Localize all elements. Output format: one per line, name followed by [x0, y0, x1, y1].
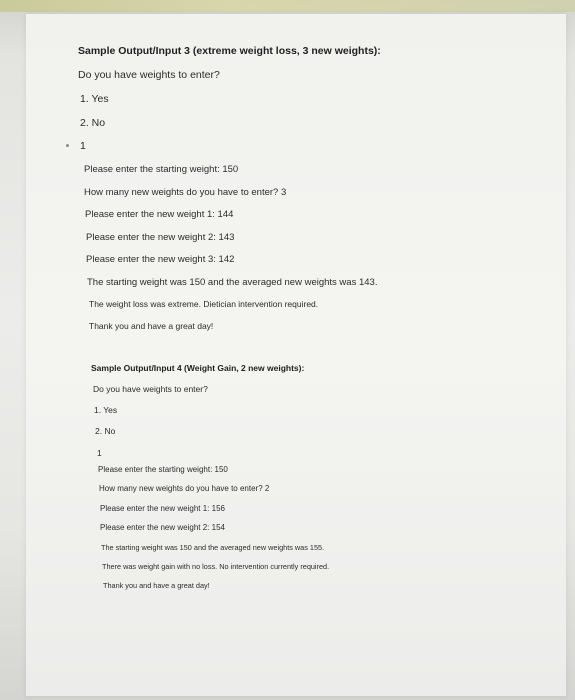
section1-prompt: Do you have weights to enter? [78, 69, 220, 81]
section2-new-weight-1: Please enter the new weight 1: 156 [100, 504, 225, 513]
top-edge-strip [0, 0, 575, 12]
section1-option-no: 2. No [80, 117, 106, 129]
margin-dot [66, 144, 69, 147]
section2-closing: Thank you and have a great day! [103, 581, 210, 590]
section2-answer: 1 [97, 448, 102, 458]
section1-starting-weight: Please enter the starting weight: 150 [84, 164, 239, 175]
section1-heading: Sample Output/Input 3 (extreme weight loss, 3 new weights): [78, 45, 381, 57]
section2-how-many: How many new weights do you have to enter? 2 [99, 484, 270, 493]
section1-new-weight-3: Please enter the new weight 3: 142 [86, 254, 235, 265]
section1-closing: Thank you and have a great day! [89, 321, 214, 331]
section2-option-no: 2. No [95, 426, 116, 436]
section2-option-yes: 1. Yes [94, 405, 118, 415]
section2-heading: Sample Output/Input 4 (Weight Gain, 2 new weights): [91, 363, 305, 373]
section1-option-yes: 1. Yes [80, 93, 109, 105]
section1-new-weight-2: Please enter the new weight 2: 143 [86, 232, 235, 243]
section2-assessment: There was weight gain with no loss. No intervention currently required. [102, 562, 330, 571]
section1-result: The starting weight was 150 and the averaged new weights was 143. [87, 277, 378, 288]
section1-answer: 1 [80, 140, 86, 152]
paper-sheet [26, 14, 566, 696]
section1-assessment: The weight loss was extreme. Dietician intervention required. [89, 299, 319, 309]
section2-starting-weight: Please enter the starting weight: 150 [98, 465, 228, 474]
section2-new-weight-2: Please enter the new weight 2: 154 [100, 523, 225, 532]
section2-prompt: Do you have weights to enter? [93, 384, 208, 394]
section2-result: The starting weight was 150 and the averaged new weights was 155. [101, 543, 325, 552]
section1-how-many: How many new weights do you have to enter? 3 [84, 187, 287, 198]
section1-new-weight-1: Please enter the new weight 1: 144 [85, 209, 234, 220]
